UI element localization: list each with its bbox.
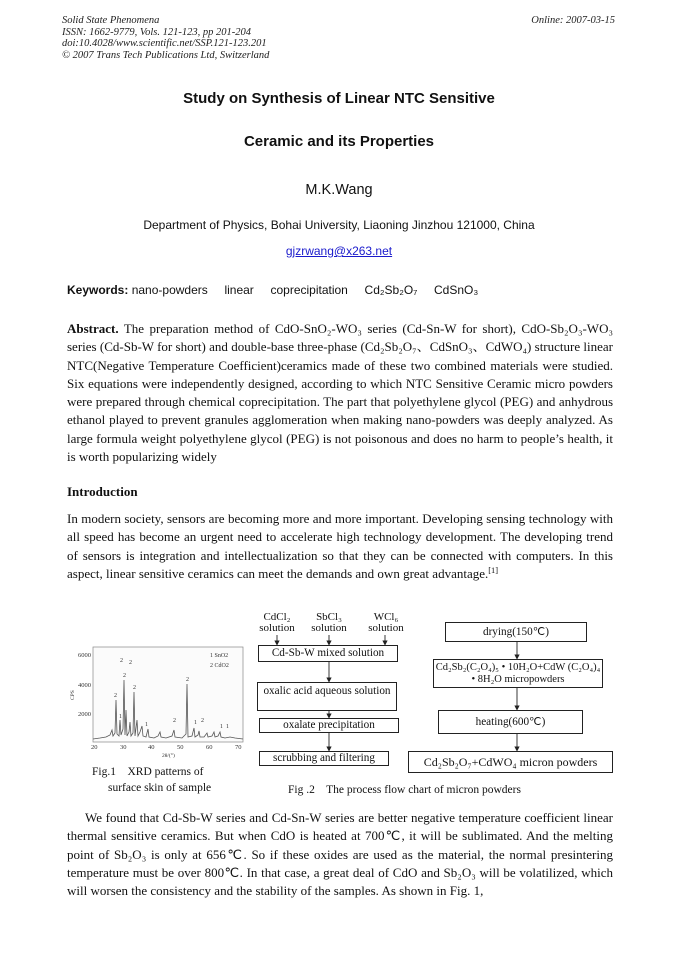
flow-step-mixed-solution: Cd-Sb-W mixed solution: [258, 645, 398, 662]
peak-label: 1: [194, 720, 197, 726]
x-tick: 70: [235, 744, 242, 751]
y-tick: 4000: [78, 682, 91, 689]
figure-2-flowchart: [255, 608, 615, 778]
author-name: M.K.Wang: [305, 182, 373, 198]
peak-label: 1: [145, 722, 148, 728]
peak-label: 2: [123, 673, 126, 679]
legend-entry: 2 CdO2: [210, 663, 229, 669]
introduction-text: In modern society, sensors are becoming more and more important. Developing sensing technology with all speed has become an urgent need to accelerate high technology development. The developing trend of sensors is integration and intellectualization so that they can be connected with computers. In this aspect, linear sensitive ceramics can meet the demands and own great advantage.: [67, 511, 613, 581]
doi-line: doi:10.4028/www.scientific.net/SSP.121-123.201: [62, 38, 267, 49]
keywords-label: Keywords:: [67, 283, 129, 297]
body-paragraph: We found that Cd-Sb-W series and Cd-Sn-W series are better negative temperature coefficient linear thermal sensitive ceramics. But when CdO is heated at 700℃, it will be sublimated. And the melting point of Sb₂O₃ is only at 656℃. So if these oxides are used as the material, the normal presintering temperature must be over 800℃. In that case, a great deal of CdO and Sb₂O₃ will be volatilized, which will worsen the consistency and the stability of the samples. As shown in Fig. 1,: [67, 810, 613, 899]
flow-step-heating: heating(600℃): [438, 710, 583, 734]
figure-1-xrd: [70, 640, 252, 760]
flow-step-micron-powders: Cd₂Sb₂O₇+CdWO₄ micron powders: [408, 751, 613, 773]
online-date: Online: 2007-03-15: [531, 15, 615, 26]
flow-step-oxalic-acid: oxalic acid aqueous solution: [257, 682, 397, 711]
peak-label: 2: [173, 718, 176, 724]
keyword-item: coprecipitation: [270, 283, 348, 297]
figure-2-caption: Fig .2 The process flow chart of micron powders: [288, 784, 521, 796]
keywords: [67, 283, 627, 297]
title-line-2: Ceramic and its Properties: [243, 133, 435, 150]
title-line-1: Study on Synthesis of Linear NTC Sensitive: [183, 90, 495, 107]
abstract-label: Abstract.: [67, 321, 119, 336]
keyword-item: nano-powders: [131, 283, 208, 297]
reagent-state: solution: [311, 622, 347, 634]
figure-1-caption-line-2: surface skin of sample: [108, 782, 212, 794]
copyright-line: © 2007 Trans Tech Publications Ltd, Switzerland: [62, 49, 270, 61]
y-tick: 2000: [78, 711, 91, 718]
journal-name: Solid State Phenomena: [62, 15, 160, 26]
affiliation: Department of Physics, Bohai University, Liaoning Jinzhou 121000, China: [143, 218, 535, 232]
keyword-item: Cd₂Sb₂O₇: [364, 283, 418, 297]
peak-label: 1: [220, 724, 223, 730]
x-tick: 60: [206, 744, 213, 751]
abstract: [67, 320, 613, 466]
x-tick: 30: [120, 744, 127, 751]
reagent-name: SbCl₃: [316, 611, 342, 623]
peak-label: 1: [119, 714, 122, 720]
y-tick: 6000: [78, 652, 91, 659]
introduction-paragraph: [67, 510, 613, 583]
x-tick: 50: [177, 744, 184, 751]
author-email-wrap: [40, 244, 638, 258]
peak-label: 2: [120, 658, 123, 664]
flow-step-precipitation: oxalate precipitation: [259, 718, 399, 733]
flow-step-micropowders: Cd₂Sb₂(C₂O₄)₅ • 10H₂O+CdW (C₂O₄)₄ • 8H₂O micropowders: [433, 659, 603, 688]
abstract-text: The preparation method of CdO-SnO₂-WO₃ series (Cd-Sn-W for short), CdO-Sb₂O₃-WO₃ series (Cd-Sb-W for short) and double-base three-phase (Cd₂Sb₂O₇、CdSnO₃、CdWO₄) structure linear NTC(Negative Temperature Coefficient)ceramics made of these two combined materials were studied. Six equations were independently designed, according to which NTC Sensitive Ceramic micro powders were prepared through chemical coprecipitation. The part that polyethylene glycol (PEG) and anhydrous ethanol played to prevent granules agglomeration when making nano-powders was deeply analyzed. As large formula weight polyethylene glycol (PEG) is not poisonous and does no harm to people’s health, it is worth popularizing widely: [67, 321, 614, 465]
peak-label: 2: [129, 660, 132, 666]
y-axis-label: CPS: [70, 690, 76, 700]
peak-label: 2: [114, 693, 117, 699]
reagent-name: WCl₆: [373, 611, 399, 623]
xrd-chart: [70, 640, 252, 760]
x-tick: 40: [148, 744, 155, 751]
reagent-state: solution: [368, 622, 404, 634]
reagent-state: solution: [259, 622, 295, 634]
figure-1-caption-line-1: Fig.1 XRD patterns of: [92, 766, 204, 778]
citation-ref[interactable]: [1]: [488, 564, 499, 575]
introduction-heading: Introduction: [67, 484, 138, 499]
x-axis-label: 2θ/(°): [162, 753, 175, 759]
journal-header: [62, 15, 462, 61]
peak-label: 2: [201, 718, 204, 724]
flow-step-scrubbing: scrubbing and filtering: [259, 751, 389, 766]
flow-step-drying: drying(150℃): [445, 622, 587, 642]
peak-label: 1: [226, 724, 229, 730]
reagent-name: CdCl₂: [263, 611, 291, 623]
keyword-item: CdSnO₃: [434, 283, 479, 297]
peak-label: 2: [186, 677, 189, 683]
author-email-link[interactable]: gjzrwang@x263.net: [285, 244, 393, 258]
peak-label: 2: [133, 685, 136, 691]
keyword-item: linear: [224, 283, 254, 297]
issn-line: ISSN: 1662-9779, Vols. 121-123, pp 201-204: [62, 26, 251, 38]
x-tick: 20: [91, 744, 98, 751]
legend-entry: 1 SnO2: [210, 653, 229, 659]
